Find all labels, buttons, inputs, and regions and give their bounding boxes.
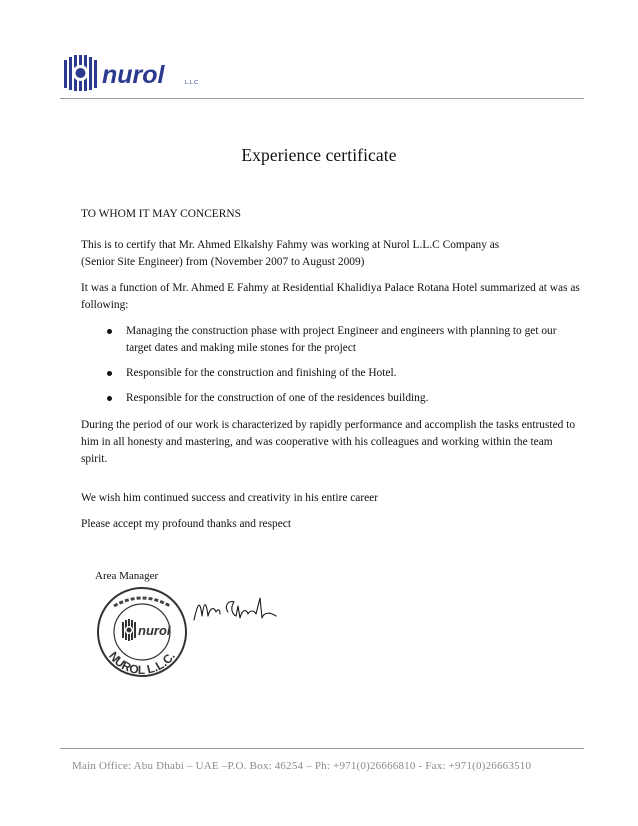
greeting: TO WHOM IT MAY CONCERNS xyxy=(81,208,241,220)
wish-line: We wish him continued success and creativity in his entire career xyxy=(81,492,379,504)
seal-ring-text: NUROL L.L.C. xyxy=(106,649,178,678)
company-seal xyxy=(92,584,192,679)
document-title: Experience certificate xyxy=(241,145,397,165)
signer-title: Area Manager xyxy=(95,570,159,582)
seal-logo-text: nurol xyxy=(138,623,171,638)
duties-list xyxy=(81,323,581,407)
list-item-text: Responsible for the construction and finishing of the Hotel. xyxy=(126,367,397,379)
bullet-icon xyxy=(107,371,112,376)
list-item xyxy=(81,390,581,407)
list-item xyxy=(81,323,581,357)
logo-wordmark: nurol xyxy=(102,61,165,89)
company-logo xyxy=(64,52,214,92)
logo-suffix: L.L.C xyxy=(185,80,199,86)
document-body xyxy=(81,206,581,533)
intro-line-2: (Senior Site Engineer) from (November 2007 to August 2009) xyxy=(81,256,365,268)
intro-line-1: This is to certify that Mr. Ahmed Elkalshy Fahmy was working at Nurol L.L.C Company as xyxy=(81,239,500,251)
footer-divider xyxy=(60,748,584,749)
period-paragraph: During the period of our work is characterized by rapidly performance and accomplish the tasks entrusted to him in all honesty and mastering, and was cooperative with his colleagues and working within the team spirit. xyxy=(81,419,576,465)
bullet-icon xyxy=(107,396,112,401)
bullet-icon xyxy=(107,329,112,334)
signature xyxy=(190,590,280,630)
list-item-text: Responsible for the construction of one of the residences building. xyxy=(126,392,429,404)
list-item xyxy=(81,365,581,382)
list-item-text: Managing the construction phase with project Engineer and engineers with planning to get our target dates and making mile stones for the project xyxy=(126,325,557,354)
function-paragraph: It was a function of Mr. Ahmed E Fahmy at Residential Khalidiya Palace Rotana Hotel summarized at was as following: xyxy=(81,282,580,311)
svg-text:NUROL L.L.C. xyxy=(106,649,178,677)
footer-contact: Main Office: Abu Dhabi – UAE –P.O. Box: 46254 – Ph: +971(0)26666810 - Fax: +971(0)26663510 xyxy=(72,760,532,772)
thanks-line: Please accept my profound thanks and respect xyxy=(81,518,292,530)
header-divider xyxy=(60,98,584,99)
